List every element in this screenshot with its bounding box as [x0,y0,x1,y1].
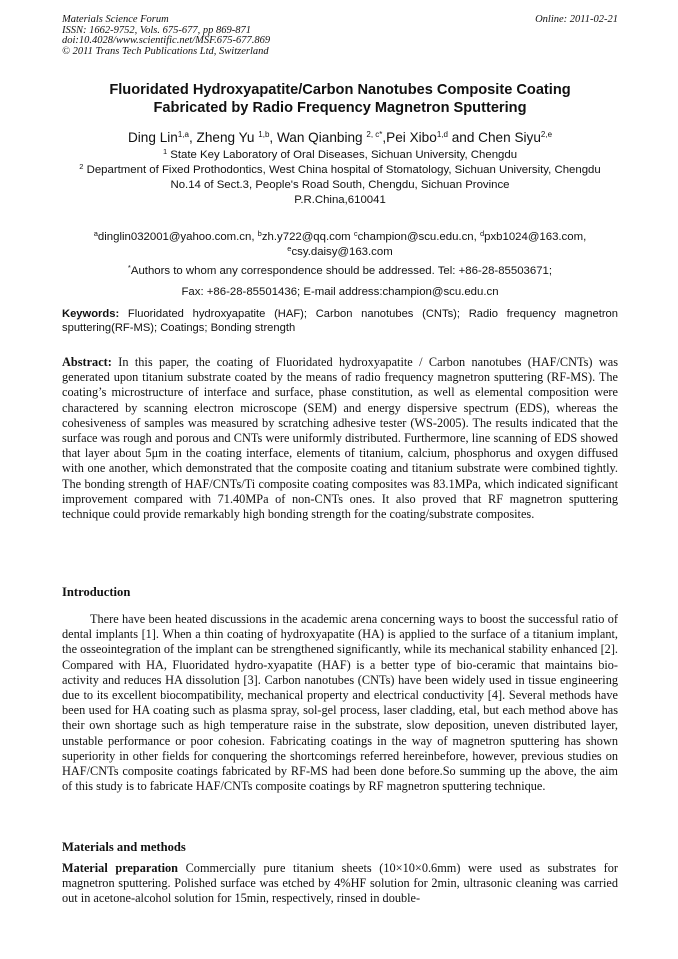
author-5: Chen Siyu [478,130,541,145]
methods-paragraph [62,861,618,907]
email-a-sup: a [93,229,98,238]
introduction-heading: Introduction [62,585,131,599]
email-c-sup: c [353,229,358,238]
affiliation-1-text: State Key Laboratory of Oral Diseases, Sichuan University, Chengdu [170,149,518,161]
abstract-label: Abstract: [62,355,112,369]
copyright-line: © 2011 Trans Tech Publications Ltd, Switzerland [62,45,269,57]
email-e-sup: e [287,244,292,253]
journal-name: Materials Science Forum [62,14,169,25]
affiliation-1 [62,148,618,163]
correspondence-line-1 [62,264,618,279]
author-2-sup: 1,b [258,130,270,139]
doi-line: doi:10.4028/www.scientific.net/MSF.675-677.869 [62,35,271,47]
affiliation-2-num: 2 [79,162,84,171]
correspondence-tel: Authors to whom any correspondence should be addressed. Tel: +86-28-85503671; [130,265,553,277]
email-d-sup: d [479,229,485,238]
email-c: champion@scu.edu.cn, [357,231,480,243]
issn-line: ISSN: 1662-9752, Vols. 675-677, pp 869-871 [62,24,251,36]
affiliation-1-num: 1 [162,147,168,156]
title-line-2: Fabricated by Radio Frequency Magnetron Sputtering [153,100,527,116]
paper-title [62,81,618,117]
online-date: Online: 2011-02-21 [535,14,618,25]
keywords-block [62,308,618,335]
title-line-1: Fluoridated Hydroxyapatite/Carbon Nanotubes Composite Coating [109,82,571,98]
correspondence-block [62,264,618,300]
affiliation-2 [62,163,618,178]
author-4-sup: 1,d [436,130,448,139]
journal-header [62,15,618,57]
author-3: Wan Qianbing [276,130,367,145]
correspondence-fax: Fax: +86-28-85501436; E-mail address:champion@scu.edu.cn [181,286,499,298]
postal-line: P.R.China,610041 [294,194,386,206]
email-b: zh.y722@qq.com [261,231,354,243]
keywords-text: Fluoridated hydroxyapatite (HAF); Carbon nanotubes (CNTs); Radio frequency magnetron sputtering(RF-MS); Coatings; Bonding strength [62,308,618,334]
author-4: Pei Xibo [386,130,437,145]
abstract-block [62,355,618,522]
author-2: Zheng Yu [196,130,259,145]
author-3-sup: 2, c* [366,130,383,139]
author-5-sup: 2,e [540,130,553,139]
methods-heading: Materials and methods [62,840,186,854]
author-list: Ding Lin$^{1,a}$, Zheng Yu $^{1,b}$, Wan Qianbing $^{2, c*}$,Pei Xibo$^{1,d}$ and Chen Siyu$^{2,e}$ [127,130,553,145]
material-preparation-label: Material preparation [62,861,178,875]
abstract-text: In this paper, the coating of Fluoridated hydroxyapatite / Carbon nanotubes (HAF/CNTs) was generated upon titanium substrate coated by the means of radio frequency magnetron sputtering (RF-MS). The coating’s microstructure of interface and surface, phase constitution, as well as elemental composition were charactered by scanning electron microscope (SEM) and energy dispersive spectrum (EDS), whereas the cohesiveness of samples was measured by scratching adhesive tester (WS-2005). The results indicated that the surface was rough and porous and CNTs were uniformly distributed. Furthermore, line scanning of EDS showed that layer about 5μm in the coating interface, elements of titanium, calcium, phosphorus and oxygen diffused with one another, which demonstrated that the composite coating and titanium substrate were combined tightly. The bonding strength of HAF/CNTs/Ti composite coating composites was 83.1MPa, which indicated significant improvement compared with 71.40MPa of non-CNTs ones. It also proved that RF magnetron sputtering technique could provide remarkably high bonding strength for the coating/substrate composites. [62,355,618,522]
email-d: pxb1024@163.com, [484,231,587,243]
affiliation-block [62,148,618,208]
material-preparation-text: Commercially pure titanium sheets (10×10×0.6mm) were used as substrates for magnetron sputtering. Polished surface was etched by 4%HF solution for 2min, ultrasonic cleaning was carried out in acetone-alcohol solution for 15min, respectively, rinsed in double- [62,861,618,906]
introduction-text: There have been heated discussions in the academic arena concerning ways to boost the successful ratio of dental implants [1]. When a thin coating of hydroxyapatite (HA) is applied to the surface of a titanium implant, the osseointegration of the implant can be strengthened significantly, while its mechanical stability enhanced [2]. Compared with HA, Fluoridated hydro-xyapatite (HAF) is a better type of bio-ceramic that maintains bio-activity and reduces HA dissolution [3]. Carbon nanotubes (CNTs) have been widely used in tissue engineering due to its excellent biocompatibility, mechanical property and electrical conductivity [4]. Several methods have been used for HA coating such as plasma spray, sol-gel process, laser cladding, etal, but each method above has their own shortage such as high temperature raise in the substrate, slow deposition, uneven distributed layer, unstable performance or poor cohesion. Fabricating coatings in the way of magnetron sputtering has shown superiority in other fields for conquering the shortcomings referred hereinbefore, however, previous studies on HAF/CNTs composite coatings fabricated by RF-MS had been done before.So summing up the above, the aim of this study is to fabricate HAF/CNTs composite coatings by RF magnetron sputtering technique. [62,612,618,794]
author-1-sup: 1,a [177,130,189,139]
correspondence-star: * [127,263,131,272]
email-e: csy.daisy@163.com [291,246,393,258]
email-block [62,230,618,260]
email-a: dinglin032001@yahoo.com.cn, [97,231,258,243]
author-1: Ding Lin [127,130,178,145]
address-line: No.14 of Sect.3, People's Road South, Chengdu, Sichuan Province [170,179,510,191]
affiliation-2-text: Department of Fixed Prothodontics, West China hospital of Stomatology, Sichuan University, Chengdu [86,164,601,176]
email-b-sup: b [257,229,262,238]
keywords-label: Keywords: [62,308,120,320]
